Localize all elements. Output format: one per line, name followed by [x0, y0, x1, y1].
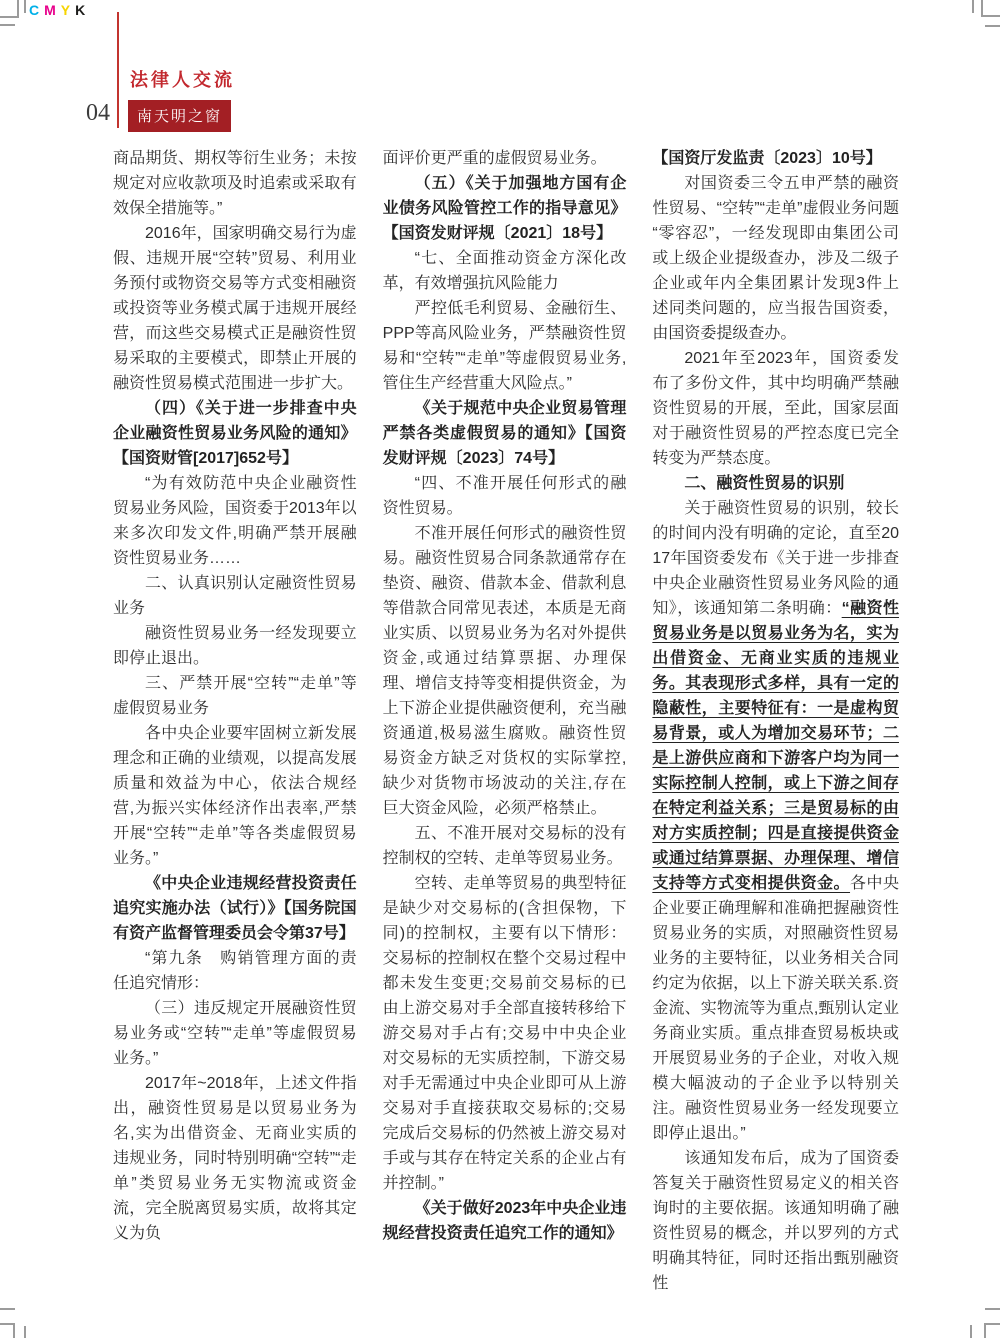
paragraph: 融资性贸易业务一经发现要立即停止退出。: [113, 625, 357, 667]
paragraph: 2016年，国家明确交易行为虚假、违规开展“空转”贸易、利用业务预付或物资交易等方式变相融资或投资等业务模式属于违规开展经营，而这些交易模式正是融资性贸易采取的主要模式，即禁止开展的融资性贸易模式范围进一步扩大。: [113, 225, 357, 392]
crop-mark-bottom-right-tick: [970, 1325, 972, 1338]
paragraph: 【国资厅发监责〔2023〕10号】: [652, 150, 882, 167]
underlined-quote-text: “融资性贸易业务是以贸易业务为名，实为出借资金、无商业实质的违规业务。其表现形式多样，具有一定的隐蔽性，主要特征有：一是虚构贸易背景，或人为增加交易环节；二是上游供应商和下游客户均为同一实际控制人控制，或上下游之间存在特定利益关系；三是贸易标的由对方实质控制；四是直接提供资金或通过结算票据、办理保理、增信支持等方式变相提供资金。: [652, 600, 899, 892]
crop-mark-top-left-tick: [24, 0, 26, 13]
paragraph: 不准开展任何形式的融资性贸易。融资性贸易合同条款通常存在垫资、融资、借款本金、借款利息等借款合同常见表述，本质是无商业实质、以贸易业务为名对外提供资金,或通过结算票据、办理保理、增信支持等变相提供资金，为上下游企业提供融资便利，充当融资通道,极易滋生腐败。融资性贸易资金方缺乏对货权的实际掌控,缺少对货物市场波动的关注,存在巨大资金风险，必须严格禁止。: [382, 525, 627, 817]
paragraph: 严控低毛利贸易、金融衍生、PPP等高风险业务，严禁融资性贸易和“空转”“走单”等虚假贸易业务,管住生产经营重大风险点。”: [382, 300, 627, 392]
article-column-1: [113, 146, 357, 1296]
page-number: 04: [86, 100, 110, 126]
header-red-rule: [117, 12, 119, 128]
article-column-3: [652, 146, 899, 1296]
paragraph: 三、严禁开展“空转”“走单”等虚假贸易业务: [113, 675, 357, 717]
crop-mark-top-right-tick: [972, 0, 974, 13]
paragraph: 二、融资性贸易的识别: [684, 475, 845, 492]
paragraph: 五、不准开展对交易标的没有控制权的空转、走单等贸易业务。: [382, 825, 627, 867]
paragraph: 《关于做好2023年中央企业违规经营投资责任追究工作的通知》: [382, 1200, 627, 1242]
paragraph: 2017年~2018年，上述文件指出，融资性贸易是以贸易业务为名,实为出借资金、无商业实质的违规业务，同时特别明确“空转”“走单”类贸易业务无实物流或资金流，完全脱离贸易实质，故将其定义为负: [113, 1075, 357, 1242]
crop-mark-bottom-left-tick: [24, 1326, 26, 1338]
cmyk-y-mark: Y: [60, 2, 76, 18]
paragraph: 对国资委三令五申严禁的融资性贸易、“空转”“走单”虚假业务问题“零容忍”，一经发现即由集团公司或上级企业提级查办，涉及二级子企业或年内全集团累计发现3件上述同类问题的，应当报告国资委，由国资委提级查办。: [652, 175, 899, 342]
crop-mark-bottom-left-line: [0, 1308, 15, 1310]
paragraph: 各中央企业要牢固树立新发展理念和正确的业绩观，以提高发展质量和效益为中心，依法合规经营,为振兴实体经济作出表率,严禁开展“空转”“走单”等各类虚假贸易业务。”: [113, 725, 357, 867]
paragraph: [652, 496, 899, 1146]
section-title: 法律人交流: [130, 70, 235, 90]
cmyk-c-mark: C: [29, 2, 45, 18]
paragraph: 空转、走单等贸易的典型特征是缺少对交易标的(含担保物，下同)的控制权，主要有以下情形：交易标的控制权在整个交易过程中都未发生变更;交易前交易标的已由上游交易对手全部直接转移给下游交易对手占有;交易中中央企业对交易标的无实质控制，下游交易对手无需通过中央企业即可从上游交易对手直接获取交易标的;交易完成后交易标的仍然被上游交易对手或与其存在特定关系的企业占有并控制。”: [382, 875, 627, 1192]
paragraph: 该通知发布后，成为了国资委答复关于融资性贸易定义的相关咨询时的主要依据。该通知明确了融资性贸易的概念，并以罗列的方式明确其特征，同时还指出甄别融资性: [652, 1150, 899, 1292]
cmyk-m-mark: M: [44, 2, 61, 18]
paragraph: （四）《关于进一步排查中央企业融资性贸易业务风险的通知》【国资财管[2017]652号】: [113, 400, 357, 467]
column-name-badge: 南天明之窗: [128, 100, 231, 132]
article-column-2: [383, 146, 627, 1296]
paragraph: “四、不准开展任何形式的融资性贸易。: [382, 475, 627, 517]
paragraph: “七、全面推动资金方深化改革，有效增强抗风险能力: [382, 250, 627, 292]
paragraph: （三）违反规定开展融资性贸易业务或“空转”“走单”等虚假贸易业务。”: [113, 1000, 357, 1067]
paragraph-text: 关于融资性贸易的识别，较长的时间内没有明确的定论，直至2017年国资委发布《关于进一步排查中央企业融资性贸易业务风险的通知》，该通知第二条明确：: [652, 500, 899, 617]
paragraph: “第九条 购销管理方面的责任追究情形：: [113, 950, 357, 992]
paragraph: “为有效防范中央企业融资性贸易业务风险，国资委于2013年以来多次印发文件,明确严禁开展融资性贸易业务……: [113, 475, 357, 567]
paragraph: 面评价更严重的虚假贸易业务。: [382, 150, 607, 167]
paragraph: 《中央企业违规经营投资责任追究实施办法（试行）》【国务院国有资产监督管理委员会令第37号】: [113, 875, 357, 942]
crop-mark-top-right: [981, 0, 1000, 17]
paragraph: 商品期货、期权等衍生业务；未按规定对应收款项及时追索或采取有效保全措施等。”: [113, 150, 357, 217]
crop-mark-bottom-right-line: [985, 1308, 1000, 1310]
crop-mark-top-left: [0, 0, 19, 18]
crop-mark-top-left-line: [0, 24, 15, 26]
crop-mark-bottom-right: [984, 1323, 1000, 1338]
crop-mark-bottom-left: [0, 1323, 15, 1338]
crop-mark-top-right-line: [985, 25, 1000, 27]
cmyk-k-mark: K: [75, 2, 91, 18]
cmyk-print-marks: [29, 2, 90, 18]
paragraph: （五）《关于加强地方国有企业债务风险管控工作的指导意见》【国资发财评规〔2021〕18号】: [382, 175, 627, 242]
article-columns: [113, 146, 899, 1296]
paragraph-text: 各中央企业要正确理解和准确把握融资性贸易业务的实质，对照融资性贸易业务的主要特征，以业务相关合同约定为依据，以上下游关联关系.资金流、实物流等为重点,甄别认定业务商业实质。重点排查贸易板块或开展贸易业务的子企业，对收入规模大幅波动的子企业予以特别关注。融资性贸易业务一经发现要立即停止退出。”: [652, 875, 899, 1142]
paragraph: 《关于规范中央企业贸易管理严禁各类虚假贸易的通知》【国资发财评规〔2023〕74号】: [382, 400, 627, 467]
paragraph: 2021年至2023年，国资委发布了多份文件，其中均明确严禁融资性贸易的开展，至此，国家层面对于融资性贸易的严控态度已完全转变为严禁态度。: [652, 350, 899, 467]
paragraph: 二、认真识别认定融资性贸易业务: [113, 575, 357, 617]
